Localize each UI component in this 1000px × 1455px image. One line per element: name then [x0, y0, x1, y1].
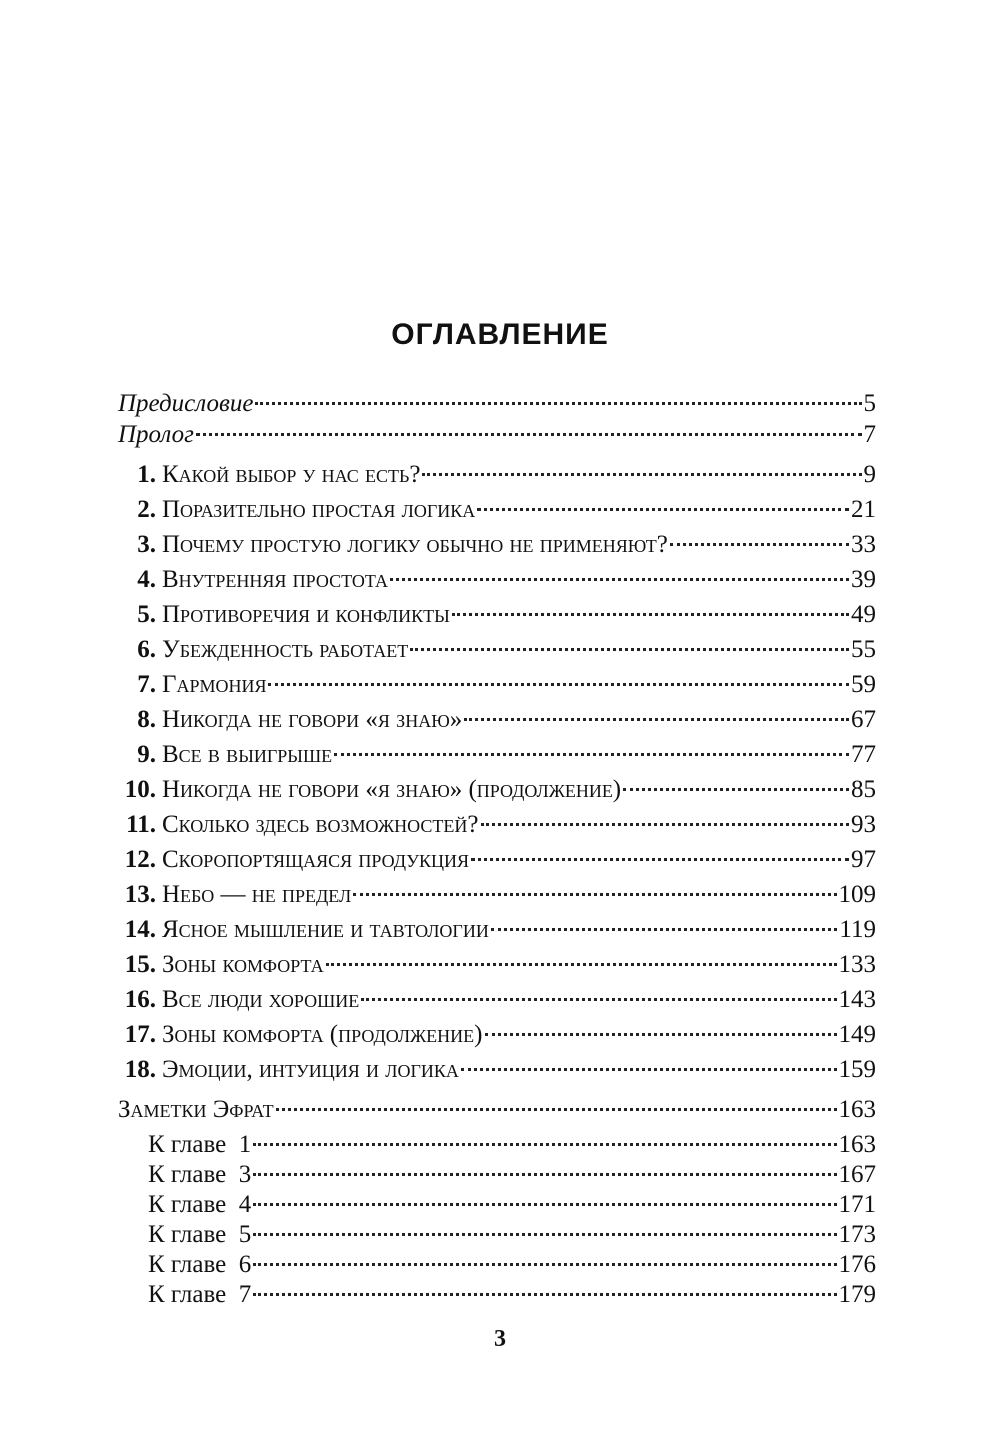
chapter-title: Скоропортящаяся продукция	[162, 846, 470, 873]
chapter-page: 33	[851, 531, 876, 558]
dot-leader	[255, 402, 861, 405]
toc-entry-chapter[interactable]	[118, 494, 876, 526]
note-item-title: К главе 7	[148, 1281, 252, 1308]
note-item-title: К главе 1	[148, 1131, 252, 1158]
chapter-number: 17.	[124, 1021, 156, 1048]
dot-leader	[326, 963, 837, 966]
toc-entry-page: 7	[863, 421, 876, 448]
chapter-title: Зоны комфорта (продолжение)	[162, 1021, 483, 1048]
toc-entry-note-item[interactable]	[118, 1129, 876, 1161]
toc-entry-chapter[interactable]	[118, 844, 876, 876]
dot-leader	[276, 1108, 837, 1111]
note-item-title: К главе 4	[148, 1191, 252, 1218]
chapter-title: Ясное мышление и тавтологии	[162, 916, 489, 943]
chapter-page: 67	[851, 706, 876, 733]
toc-entry-note-item[interactable]	[118, 1189, 876, 1221]
chapter-title: Небо — не предел	[162, 881, 352, 908]
chapter-title: Какой выбор у нас есть?	[162, 461, 421, 488]
chapter-title: Убежденность работает	[162, 636, 409, 663]
toc-entry-note-item[interactable]	[118, 1279, 876, 1311]
chapter-page: 77	[851, 741, 876, 768]
note-item-page: 171	[838, 1191, 876, 1218]
toc-entry-chapter[interactable]	[118, 914, 876, 946]
toc-entry-notes[interactable]	[118, 1094, 876, 1126]
note-item-page: 163	[838, 1131, 876, 1158]
chapter-page: 93	[851, 811, 876, 838]
chapter-number: 16.	[124, 986, 156, 1013]
chapter-title: Никогда не говори «я знаю» (продолжение)	[162, 776, 622, 803]
chapter-number: 2.	[137, 496, 156, 523]
chapter-page: 39	[851, 566, 876, 593]
chapter-title: Зоны комфорта	[162, 951, 324, 978]
dot-leader	[461, 1068, 837, 1071]
chapter-page: 119	[839, 916, 876, 943]
page-title: ОГЛАВЛЕНИЕ	[391, 318, 609, 351]
chapter-page: 143	[838, 986, 876, 1013]
dot-leader	[253, 1203, 836, 1206]
chapter-title: Все в выигрыше	[162, 741, 333, 768]
chapter-title: Поразительно простая логика	[162, 496, 476, 523]
dot-leader	[253, 1293, 836, 1296]
dot-leader	[361, 998, 836, 1001]
chapter-number: 18.	[124, 1056, 156, 1083]
toc-entry-title: Пролог	[118, 421, 194, 448]
chapter-title: Гармония	[162, 671, 267, 698]
toc-entry-chapter[interactable]	[118, 599, 876, 631]
notes-title: Заметки Эфрат	[118, 1096, 274, 1123]
toc-entry-chapter[interactable]	[118, 564, 876, 596]
note-item-title: К главе 6	[148, 1251, 252, 1278]
note-item-title: К главе 5	[148, 1221, 252, 1248]
chapter-number: 15.	[124, 951, 156, 978]
dot-leader	[253, 1143, 836, 1146]
dot-leader	[390, 578, 849, 581]
toc-entry-chapter[interactable]	[118, 984, 876, 1016]
chapter-number: 11.	[126, 811, 156, 838]
chapter-title: Сколько здесь возможностей?	[162, 811, 479, 838]
dot-leader	[422, 473, 861, 476]
toc-entry-title: Предисловие	[118, 390, 254, 417]
toc-entry-chapter[interactable]	[118, 879, 876, 911]
dot-leader	[253, 1173, 836, 1176]
chapter-page: 149	[838, 1021, 876, 1048]
chapter-title: Все люди хорошие	[162, 986, 360, 1013]
toc-entry-chapter[interactable]	[118, 529, 876, 561]
chapter-page: 55	[851, 636, 876, 663]
toc-entry-chapter[interactable]	[118, 634, 876, 666]
chapter-title: Никогда не говори «я знаю»	[162, 706, 463, 733]
dot-leader	[485, 1033, 837, 1036]
dot-leader	[670, 543, 849, 546]
chapter-number: 4.	[137, 566, 156, 593]
chapter-number: 6.	[137, 636, 156, 663]
chapter-page: 85	[851, 776, 876, 803]
dot-leader	[623, 788, 849, 791]
dot-leader	[477, 508, 849, 511]
notes-page: 163	[838, 1096, 876, 1123]
toc-entry-page: 5	[863, 390, 876, 417]
toc-entry-chapter[interactable]	[118, 774, 876, 806]
note-item-page: 179	[838, 1281, 876, 1308]
chapter-number: 5.	[137, 601, 156, 628]
toc-entry-note-item[interactable]	[118, 1219, 876, 1251]
chapter-number: 1.	[137, 461, 156, 488]
dot-leader	[464, 718, 849, 721]
toc-entry-chapter[interactable]	[118, 949, 876, 981]
chapter-title: Противоречия и конфликты	[162, 601, 450, 628]
toc-entry-chapter[interactable]	[118, 809, 876, 841]
note-item-page: 176	[838, 1251, 876, 1278]
toc-entry-chapter[interactable]	[118, 459, 876, 491]
toc-entry-prologue[interactable]	[118, 419, 876, 451]
dot-leader	[353, 893, 836, 896]
chapter-page: 109	[838, 881, 876, 908]
toc-entry-preface[interactable]	[118, 388, 876, 420]
chapter-title: Эмоции, интуиция и логика	[162, 1056, 459, 1083]
chapter-page: 97	[851, 846, 876, 873]
chapter-page: 9	[863, 461, 876, 488]
note-item-page: 167	[838, 1161, 876, 1188]
chapter-page: 59	[851, 671, 876, 698]
note-item-title: К главе 3	[148, 1161, 252, 1188]
toc-entry-chapter[interactable]	[118, 1019, 876, 1051]
dot-leader	[491, 928, 838, 931]
chapter-number: 9.	[137, 741, 156, 768]
toc-entry-chapter[interactable]	[118, 1054, 876, 1086]
chapter-title: Почему простую логику обычно не применяют?	[162, 531, 668, 558]
toc-entry-note-item[interactable]	[118, 1249, 876, 1281]
dot-leader	[452, 613, 849, 616]
dot-leader	[253, 1233, 836, 1236]
toc-entry-chapter[interactable]	[118, 704, 876, 736]
note-item-page: 173	[838, 1221, 876, 1248]
chapter-number: 13.	[124, 881, 156, 908]
chapter-number: 12.	[124, 846, 156, 873]
dot-leader	[334, 753, 849, 756]
toc-entry-chapter[interactable]	[118, 669, 876, 701]
chapter-number: 3.	[137, 531, 156, 558]
toc-entry-chapter[interactable]	[118, 739, 876, 771]
dot-leader	[196, 433, 862, 436]
page-number: 3	[494, 1326, 506, 1352]
toc-entry-note-item[interactable]	[118, 1159, 876, 1191]
chapter-page: 21	[851, 496, 876, 523]
dot-leader	[268, 683, 849, 686]
dot-leader	[471, 858, 849, 861]
chapter-page: 49	[851, 601, 876, 628]
chapter-title: Внутренняя простота	[162, 566, 388, 593]
chapter-number: 7.	[137, 671, 156, 698]
dot-leader	[481, 823, 850, 826]
chapter-page: 133	[838, 951, 876, 978]
dot-leader	[410, 648, 849, 651]
chapter-page: 159	[838, 1056, 876, 1083]
chapter-number: 14.	[124, 916, 156, 943]
dot-leader	[253, 1263, 836, 1266]
chapter-number: 8.	[137, 706, 156, 733]
chapter-number: 10.	[124, 776, 156, 803]
